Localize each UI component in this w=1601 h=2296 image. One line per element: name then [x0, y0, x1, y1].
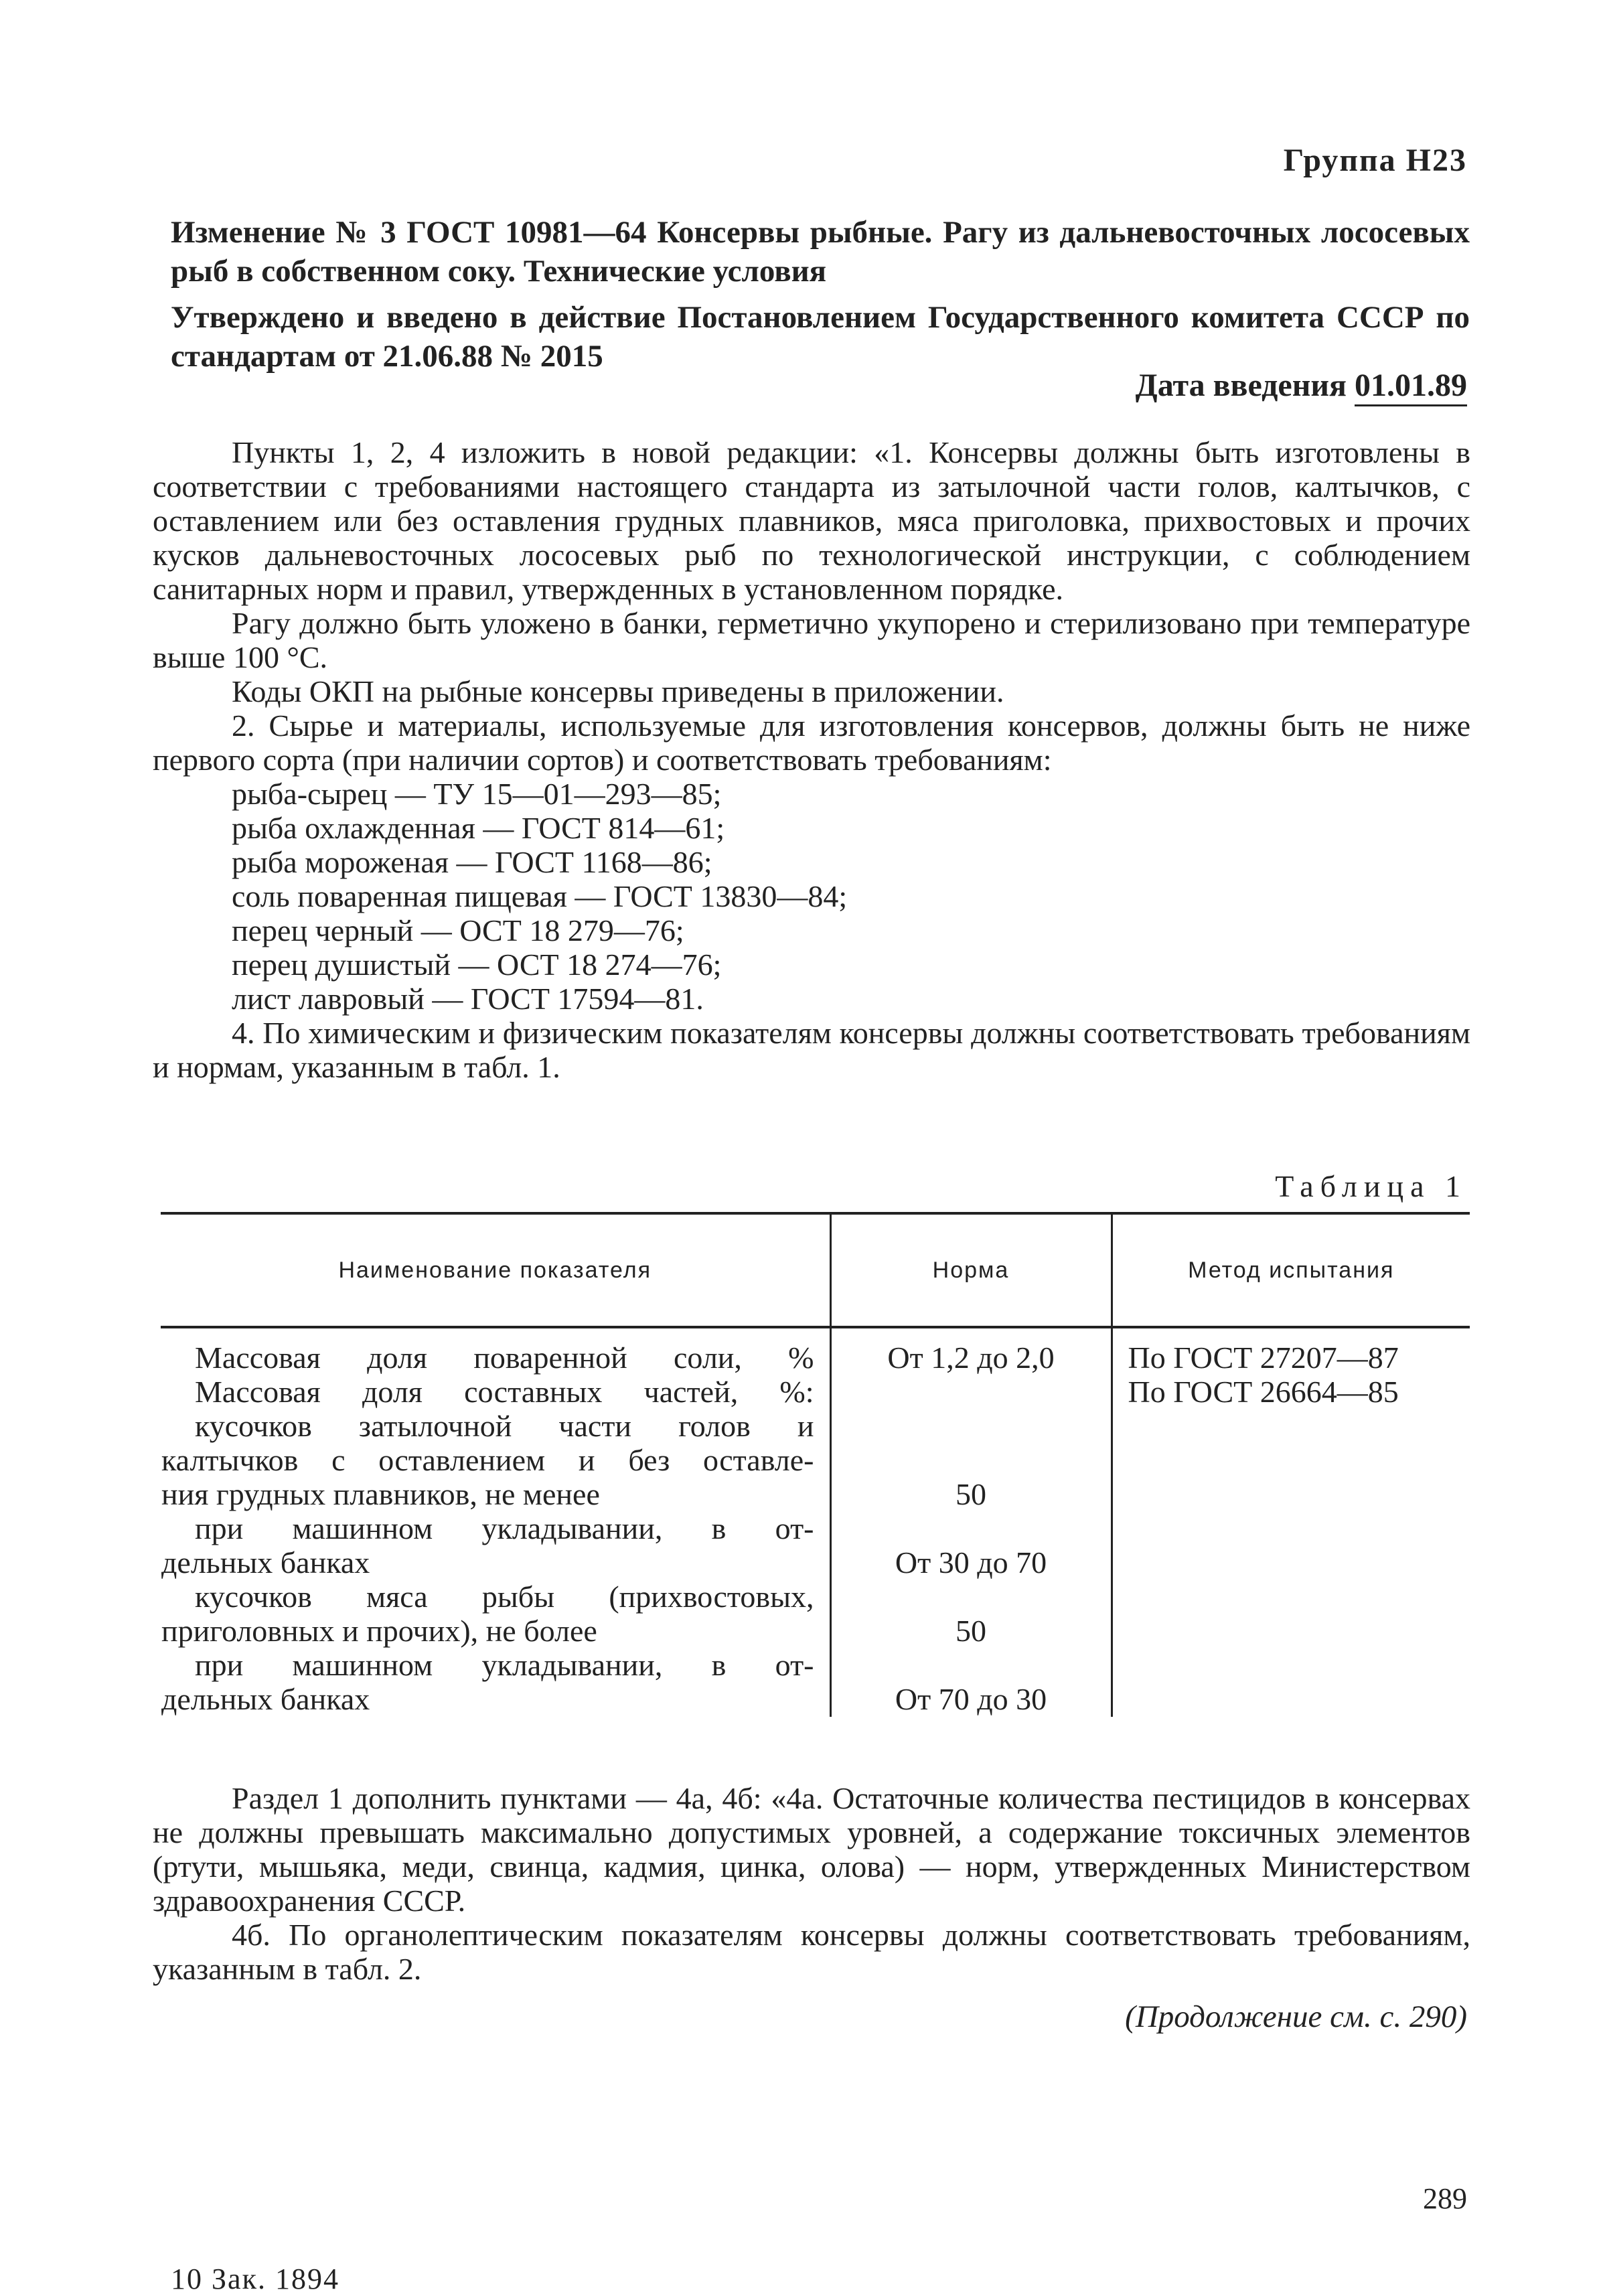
method-line: По ГОСТ 27207—87 [1128, 1341, 1399, 1375]
material-item: перец душистый — ОСТ 18 274—76; [232, 947, 722, 982]
material-item: рыба мороженая — ГОСТ 1168—86; [232, 845, 712, 879]
continuation-note: (Продолжение см. с. 290) [1125, 1999, 1467, 2034]
indicator-cell [161, 1327, 830, 1717]
indicator-line: Массовая доля поваренной соли, % [195, 1341, 814, 1375]
table-row [161, 1327, 1470, 1717]
norm-line [832, 1409, 1110, 1443]
paragraph-chemical-physical: 4. По химическим и физическим показателям консервы должны соответствовать требованиям и нормам, указанным в табл. 1. [153, 1016, 1470, 1084]
norm-line [832, 1580, 1110, 1614]
material-item: рыба охлажденная — ГОСТ 814—61; [232, 811, 725, 845]
indicator-line: дельных банках [161, 1682, 370, 1716]
body-text [153, 435, 1470, 1084]
norm-line: 50 [956, 1614, 986, 1648]
indicator-line: ния грудных плавников, не менее [161, 1477, 600, 1511]
table-caption: Таблица 1 [1275, 1169, 1467, 1203]
norm-cell [830, 1327, 1112, 1717]
material-item: соль поваренная пищевая — ГОСТ 13830—84; [232, 879, 848, 913]
effective-date-value: 01.01.89 [1355, 368, 1467, 406]
header-norm: Норма [830, 1213, 1112, 1327]
method-cell [1112, 1327, 1470, 1717]
norm-line [832, 1648, 1110, 1682]
indicator-line: кусочков затылочной части голов и [195, 1409, 814, 1443]
indicator-line: при машинном укладывании, в от- [195, 1511, 814, 1545]
norm-line [832, 1375, 1110, 1409]
indicators-table [161, 1212, 1470, 1717]
page-number: 289 [1423, 2182, 1467, 2215]
paragraph-section-1-addition: Раздел 1 дополнить пунктами — 4а, 4б: «4а. Остаточные количества пестицидов в консервах не должны превышать максимально допустимых уровней, а содержание токсичных элементов (ртути, мышьяка, меди, свинца, кадмия, цинка, олова) — норм, утвержденных Министерством здравоохранения СССР. [153, 1781, 1470, 1918]
material-item: перец черный — ОСТ 18 279—76; [232, 913, 684, 947]
material-item: лист лавровый — ГОСТ 17594—81. [232, 982, 704, 1016]
paragraph-ragout-packing: Рагу должно быть уложено в банки, герметично укупорено и стерилизовано при температуре выше 100 °С. [153, 606, 1470, 674]
paragraph-raw-materials: 2. Сырье и материалы, используемые для изготовления консервов, должны быть не ниже первого сорта (при наличии сортов) и соответствовать требованиям: [153, 708, 1470, 777]
indicator-line: дельных банках [161, 1545, 370, 1580]
norm-line: От 70 до 30 [895, 1682, 1047, 1716]
amendment-title: Изменение № 3 ГОСТ 10981—64 Консервы рыбные. Рагу из дальневосточных лососевых рыб в собственном соку. Технические условия [171, 215, 1470, 289]
paragraph-items-1-2-4: Пункты 1, 2, 4 изложить в новой редакции: «1. Консервы должны быть изготовлены в соответствии с требованиями настоящего стандарта из затылочной части голов, калтычков, с оставлением или без оставления грудных плавников, мяса приголовка, прихвостовых и прочих кусков дальневосточных лососевых рыб по технологической инструкции, с соблюдением санитарных норм и правил, утвержденных в установленном порядке. [153, 435, 1470, 606]
effective-date [1136, 367, 1467, 404]
norm-line: От 30 до 70 [895, 1545, 1047, 1580]
indicator-line: при машинном укладывании, в от- [195, 1648, 814, 1682]
effective-date-label: Дата введения [1135, 368, 1347, 403]
paragraph-okp-codes: Коды ОКП на рыбные консервы приведены в приложении. [232, 674, 1004, 708]
norm-line [832, 1511, 1110, 1545]
print-order-note: 10 Зак. 1894 [171, 2263, 339, 2295]
indicator-line: Массовая доля составных частей, %: [195, 1375, 814, 1409]
header-indicator-name: Наименование показателя [161, 1213, 830, 1327]
footer-text [153, 1781, 1470, 1986]
indicator-line: калтычков с оставлением и без оставле- [161, 1443, 814, 1477]
indicator-line: приголовных и прочих), не более [161, 1614, 597, 1648]
material-item: рыба-сырец — ТУ 15—01—293—85; [232, 777, 722, 811]
indicator-line: кусочков мяса рыбы (прихвостовых, [195, 1580, 814, 1614]
group-label: Группа Н23 [1283, 143, 1467, 178]
norm-line: 50 [956, 1477, 986, 1511]
norm-line: От 1,2 до 2,0 [887, 1341, 1055, 1375]
table-header-row [161, 1213, 1470, 1327]
approval-statement: Утверждено и введено в действие Постановлением Государственного комитета СССР по стандартам от 21.06.88 № 2015 [171, 300, 1470, 374]
norm-line [832, 1443, 1110, 1477]
paragraph-organoleptic: 4б. По органолептическим показателям консервы должны соответствовать требованиям, указанным в табл. 2. [153, 1918, 1470, 1986]
header-test-method: Метод испытания [1112, 1213, 1470, 1327]
method-line: По ГОСТ 26664—85 [1128, 1375, 1399, 1409]
